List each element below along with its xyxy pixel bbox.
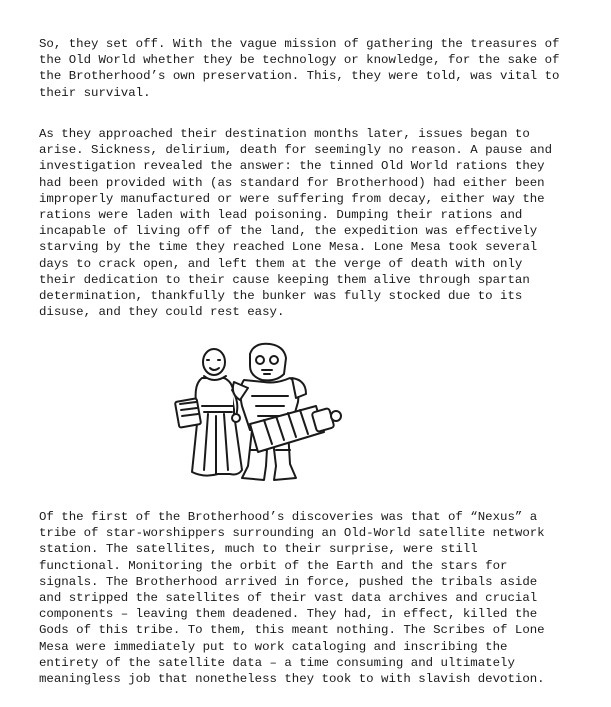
power-armor-figure: [233, 344, 341, 480]
paragraph-departure: So, they set off. With the vague mission of gathering the treasures of the Old World whether they be technology or knowledge, for the sake of the Brotherhood’s own preservation. This, they were told, was vital to their survival.: [39, 37, 560, 100]
scribe-and-power-armor-illustration: [172, 340, 344, 486]
paragraph-nexus-discovery: Of the first of the Brotherhood’s discoveries was that of “Nexus” a tribe of star-worshippers surrounding an Old-World satellite network station. The satellites, much to their surprise, were still functional. Monitoring the orbit of the Earth and the stars for signals. The Brotherhood arrived in force, pushed the tribals aside and stripped the satellites of their vast data archives and crucial components – leaving them deadened. They had, in effect, killed the Gods of this tribe. To them, this meant nothing. The Scribes of Lone Mesa were immediately put to work cataloging and inscribing the entirety of the satellite data – a time consuming and ultimately meaningless job that nonetheless they took to with slavish devotion.: [39, 510, 545, 687]
scribe-figure: [175, 349, 242, 476]
paragraph-journey: As they approached their destination months later, issues began to arise. Sickness, delirium, death for seemingly no reason. A pause and investigation revealed the answer: the tinned Old World rations they had been provided with (as standard for Brotherhood) had either been improperly manufactured or were suffering from decay, either way the rations were laden with lead poisoning. Dumping their rations and incapable of living off of the land, the expedition was effectively starving by the time they reached Lone Mesa. Lone Mesa took several days to crack open, and left them at the verge of death with only their dedication to their cause keeping them alive through spartan determination, thankfully the bunker was fully stocked due to its disuse, and they could rest easy.: [39, 127, 553, 320]
